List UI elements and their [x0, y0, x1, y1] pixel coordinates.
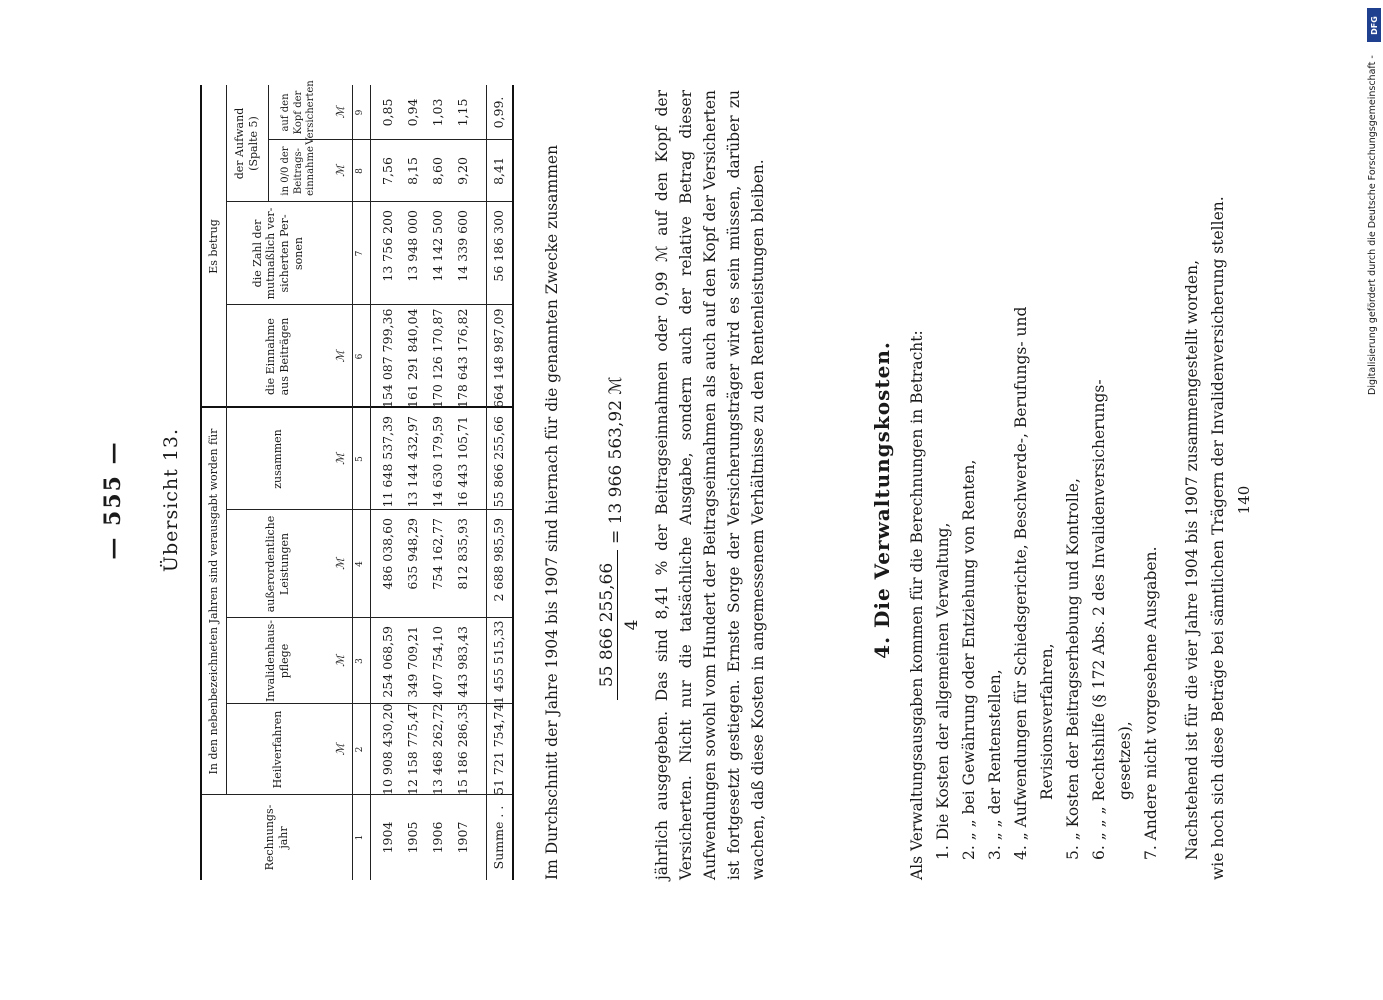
- column-number: 2: [355, 746, 365, 753]
- fraction-result: = 13 966 563,92 ℳ: [606, 376, 626, 544]
- table-sum-cell: 56 186 300: [491, 210, 506, 282]
- header-einnahme: die Einnahme aus Beiträgen: [264, 317, 291, 396]
- table-cell: 154 087 799,36: [380, 308, 395, 408]
- table-cell: 14 630 179,59: [430, 416, 445, 508]
- footer-number: 140: [1235, 485, 1253, 515]
- page-number: — 555 —: [100, 440, 126, 560]
- table-cell: 754 162,77: [430, 518, 445, 590]
- table-cell: 14 339 600: [455, 210, 470, 282]
- column-number: 6: [355, 353, 365, 360]
- unit-label: ℳ: [334, 453, 347, 465]
- table-cell: 170 126 170,87: [430, 308, 445, 408]
- header-group-spent: In den nebenbezeichneten Jahren sind verausgabt worden für: [207, 428, 221, 775]
- dfg-logo: DFG: [1367, 8, 1381, 42]
- table-cell: 15 186 286,35: [455, 703, 470, 795]
- closing-line: wie hoch sich diese Beträge bei sämtlichen Trägern der Invalidenversicherung stellen.: [1209, 196, 1227, 880]
- table-rule: [370, 85, 371, 880]
- table-cell: 1905: [405, 821, 420, 854]
- table-cell: 7,56: [380, 157, 395, 185]
- table-sum-cell: 2 688 985,59: [491, 518, 506, 602]
- table-cell: 12 158 775,47: [405, 703, 420, 795]
- column-number: 4: [355, 561, 365, 567]
- sidebar-caption: Digitalisierung gefördert durch die Deutsche Forschungsgemeinschaft -: [1367, 55, 1378, 395]
- table-cell: 407 754,10: [430, 626, 445, 698]
- table-sum-cell: 664 148 987,09: [491, 308, 506, 408]
- header-group-amount: Es betrug: [207, 219, 221, 274]
- column-number: 9: [355, 109, 365, 116]
- fraction-numerator: 55 866 255,66: [597, 550, 618, 700]
- table-sum-cell: 1 455 515,33: [491, 620, 506, 704]
- table-sum-cell: 8,41: [491, 157, 506, 185]
- table-sum-cell: 0,99.: [491, 96, 506, 129]
- table-sum-cell: 51 721 754,74: [491, 703, 506, 795]
- table-rule: [352, 85, 353, 880]
- table-cell: 812 835,93: [455, 518, 470, 590]
- list-item: 7. Andere nicht vorgesehene Ausgaben.: [1142, 546, 1160, 860]
- intro-paragraph: Im Durchschnitt der Jahre 1904 bis 1907 sind hiernach für die genannten Zwecke zusammen: [543, 144, 561, 880]
- table-cell: 0,94: [405, 98, 420, 127]
- table-cell: 13 948 000: [405, 210, 420, 282]
- list-item: 5. „ Kosten der Beitragserhebung und Kontrolle,: [1064, 478, 1082, 860]
- header-prozent: in 0/0 der Beitrags-einnahme: [280, 146, 317, 196]
- table-sum-cell: Summe . .: [491, 805, 506, 870]
- list-item: 4. „ Aufwendungen für Schiedsgerichte, Beschwerde-, Berufungs- und: [1012, 306, 1030, 860]
- unit-label: ℳ: [334, 350, 347, 363]
- closing-line: Nachstehend ist für die vier Jahre 1904 bis 1907 zusammengestellt worden,: [1183, 259, 1201, 860]
- unit-label: ℳ: [334, 106, 347, 119]
- unit-label: ℳ: [334, 743, 347, 756]
- unit-label: ℳ: [334, 655, 347, 667]
- header-group-expense: der Aufwand (Spalte 5): [233, 107, 260, 180]
- table-cell: 1904: [380, 821, 395, 854]
- fraction-denominator: 4: [622, 619, 642, 631]
- header-ausserordentlich: außerordentliche Leistungen: [264, 515, 291, 613]
- header-zahl: die Zahl der mutmaßlich ver-sicherten Per-sonen: [250, 207, 305, 300]
- table-cell: 635 948,29: [405, 518, 420, 590]
- main-paragraph: jährlich ausgegeben. Das sind 8,41 % der Beitragseinnahmen oder 0,99 ℳ auf den Kopf der Versicherten. Nicht nur die tatsächliche Ausgabe, sondern auch der relative Betrag dieser Aufwendungen sowohl vom Hundert der Beitragseinnahmen als auch auf den Kopf der Versicherten ist fortgesetzt gestiegen. Ernste Sorge der Versicherungsträger wird es sein müssen, darüber zu wachen, daß diese Kosten in angemessenem Verhältnisse zu den Rentenleistungen bleiben.: [653, 90, 767, 880]
- table-cell: 16 443 105,71: [455, 416, 470, 508]
- table-cell: 9,20: [455, 157, 470, 185]
- table-cell: 8,15: [405, 157, 420, 185]
- section-title: 4. Die Verwaltungskosten.: [870, 341, 894, 659]
- table-cell: 161 291 840,04: [405, 308, 420, 408]
- table-cell: 0,85: [380, 98, 395, 127]
- header-year: Rechnungs-jahr: [263, 804, 290, 871]
- table-cell: 1907: [455, 821, 470, 854]
- table-cell: 11 648 537,39: [380, 416, 395, 508]
- header-kopf: auf den Kopf der Versicherten: [280, 80, 317, 145]
- header-invalidenhaus: Invalidenhaus-pflege: [264, 620, 291, 702]
- unit-label: ℳ: [334, 558, 347, 570]
- list-item: 3. „ „ der Rentenstellen,: [986, 669, 1004, 860]
- table-cell: 1,03: [430, 98, 445, 127]
- table-cell: 486 038,60: [380, 518, 395, 590]
- table-rule: [486, 85, 487, 880]
- column-number: 8: [355, 168, 365, 174]
- list-item-continuation: gesetzes),: [1116, 721, 1134, 800]
- table-cell: 1906: [430, 821, 445, 854]
- table-cell: 178 643 176,82: [455, 308, 470, 408]
- column-number: 5: [355, 456, 365, 462]
- section-intro: Als Verwaltungsausgaben kommen für die Berechnungen in Betracht:: [908, 330, 926, 880]
- column-number: 3: [355, 658, 365, 664]
- table-cell: 13 144 432,97: [405, 416, 420, 508]
- table-cell: 443 983,43: [455, 626, 470, 698]
- statistics-table: [200, 80, 514, 880]
- header-heilverfahren: Heilverfahren: [271, 710, 285, 789]
- table-cell: 8,60: [430, 157, 445, 185]
- column-number: 1: [355, 834, 365, 841]
- list-item: 1. Die Kosten der allgemeinen Verwaltung,: [934, 522, 952, 860]
- header-zusammen: zusammen: [271, 429, 285, 489]
- table-sum-cell: 55 866 255,66: [491, 416, 506, 508]
- table-cell: 10 908 430,20: [380, 703, 395, 795]
- table-cell: 254 068,59: [380, 626, 395, 698]
- column-number: 7: [355, 250, 365, 257]
- table-cell: 13 756 200: [380, 210, 395, 282]
- list-item: 6. „ „ „ Rechtshilfe (§ 172 Abs. 2 des Invalidenversicherungs-: [1090, 379, 1108, 860]
- list-item-continuation: Revisionsverfahren,: [1038, 643, 1056, 800]
- table-cell: 349 709,21: [405, 626, 420, 698]
- table-cell: 14 142 500: [430, 210, 445, 282]
- table-cell: 1,15: [455, 98, 470, 127]
- table-cell: 13 468 262,72: [430, 703, 445, 795]
- unit-label: ℳ: [334, 165, 347, 177]
- table-title: Übersicht 13.: [160, 427, 182, 573]
- list-item: 2. „ „ bei Gewährung oder Entziehung von Renten,: [960, 459, 978, 860]
